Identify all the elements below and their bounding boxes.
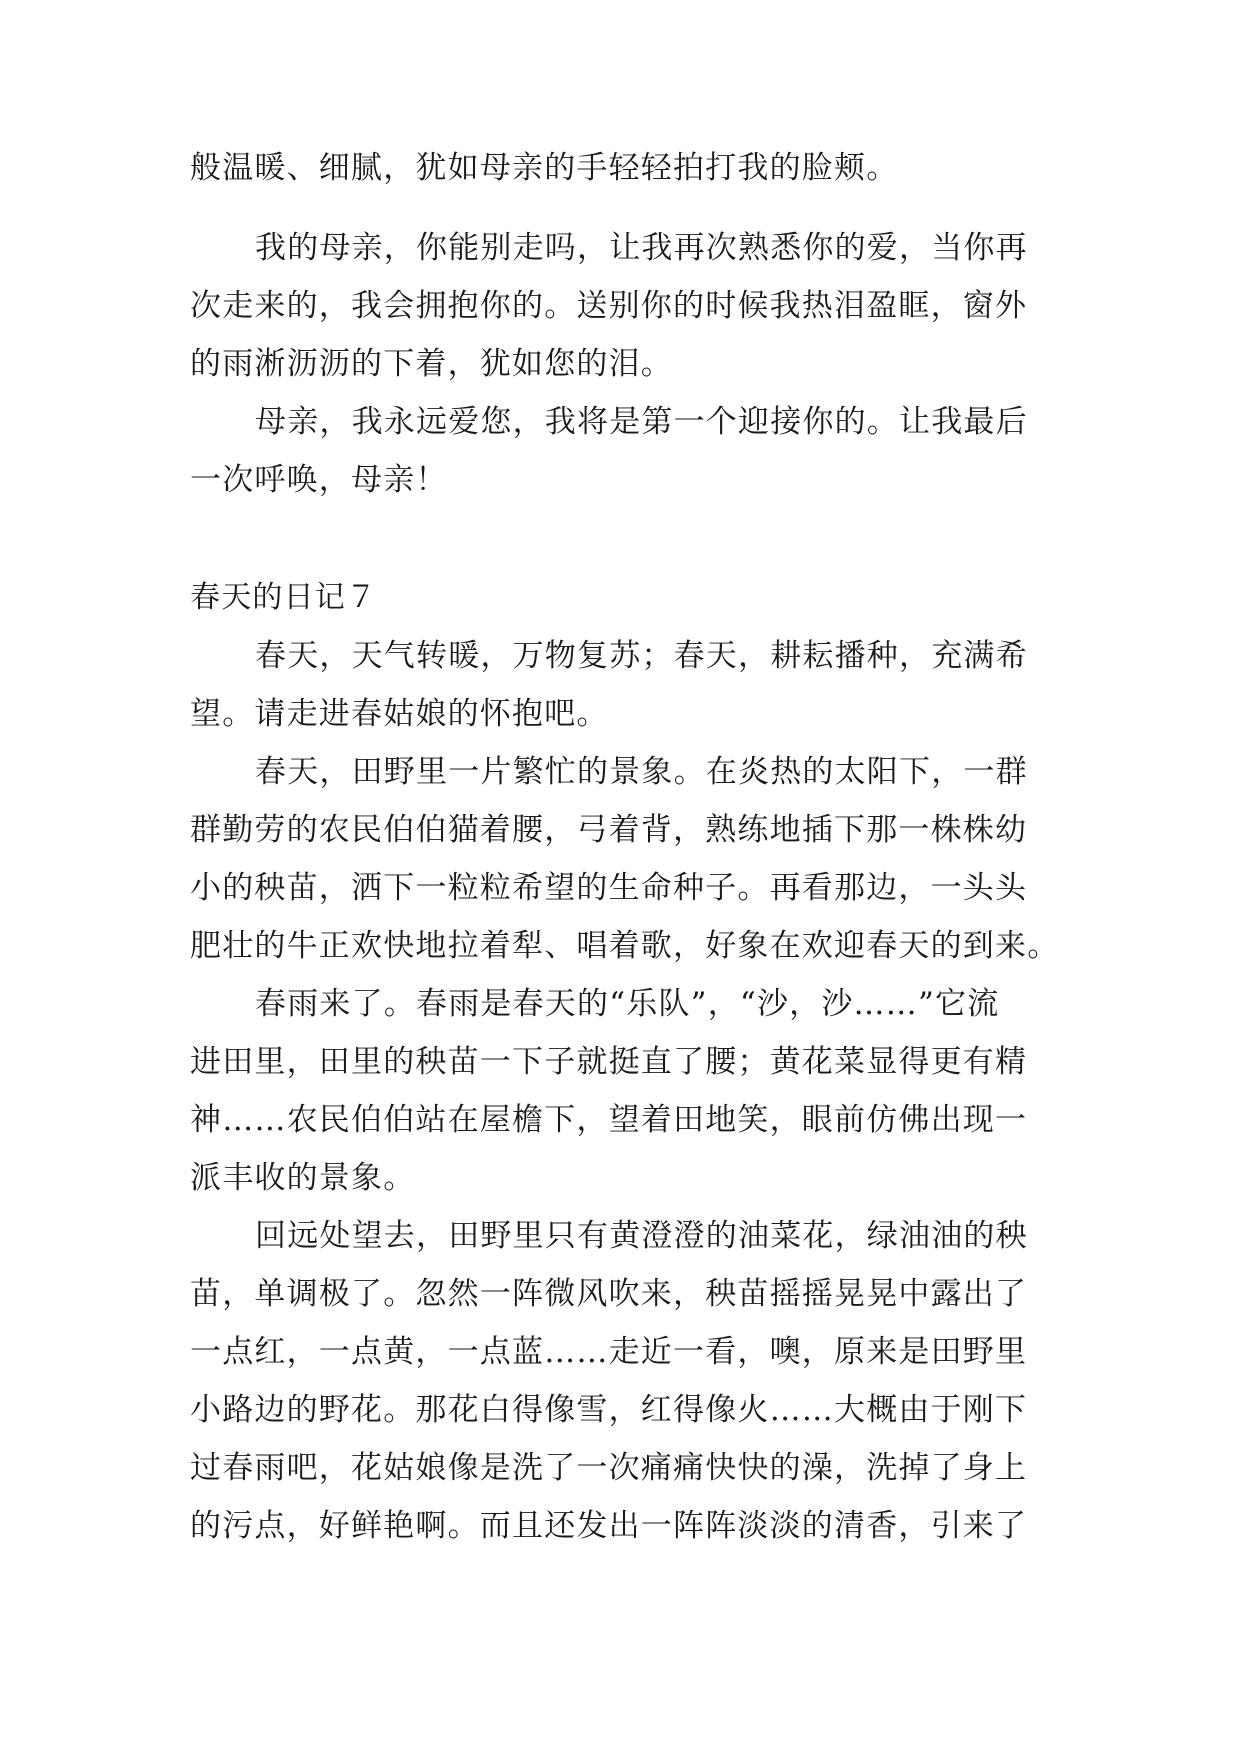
text-line: 过春雨吧，花姑娘像是洗了一次痛痛快快的澡，洗掉了身上 — [190, 1450, 1028, 1486]
text-line: 神……农民伯伯站在屋檐下，望着田地笑，眼前仿佛出现一 — [190, 1102, 1028, 1138]
text-line: 一点红，一点黄，一点蓝……走近一看，噢，原来是田野里 — [190, 1334, 1028, 1370]
text-line: 小的秧苗，洒下一粒粒希望的生命种子。再看那边，一头头 — [190, 870, 1028, 906]
text-line: 肥壮的牛正欢快地拉着犁、唱着歌，好象在欢迎春天的到来。 — [190, 928, 1060, 964]
text-line: 苗，单调极了。忽然一阵微风吹来，秧苗摇摇晃晃中露出了 — [190, 1276, 1028, 1312]
paragraph-first-line: 我的母亲，你能别走吗，让我再次熟悉你的爱，当你再 — [255, 230, 1028, 266]
text-line: 望。请走进春姑娘的怀抱吧。 — [190, 696, 609, 732]
text-line: 般温暖、细腻，犹如母亲的手轻轻拍打我的脸颊。 — [190, 150, 899, 186]
text-line: 小路边的野花。那花白得像雪，红得像火……大概由于刚下 — [190, 1392, 1028, 1428]
paragraph-first-line: 春天，田野里一片繁忙的景象。在炎热的太阳下，一群 — [255, 754, 1028, 790]
text-line: 派丰收的景象。 — [190, 1160, 416, 1196]
section-title: 春天的日记７ — [190, 580, 378, 615]
text-line: 的污点，好鲜艳啊。而且还发出一阵阵淡淡的清香，引来了 — [190, 1508, 1028, 1544]
paragraph-first-line: 春雨来了。春雨是春天的“乐队”，“沙，沙……”它流 — [255, 986, 1000, 1022]
paragraph-first-line: 母亲，我永远爱您，我将是第一个迎接你的。让我最后 — [255, 404, 1028, 440]
text-line: 群勤劳的农民伯伯猫着腰，弓着背，熟练地插下那一株株幼 — [190, 812, 1028, 848]
text-line: 次走来的，我会拥抱你的。送别你的时候我热泪盈眶，窗外 — [190, 288, 1028, 324]
text-line: 进田里，田里的秧苗一下子就挺直了腰；黄花菜显得更有精 — [190, 1044, 1028, 1080]
text-line: 一次呼唤，母亲！ — [190, 462, 448, 498]
paragraph-first-line: 春天，天气转暖，万物复苏；春天，耕耘播种，充满希 — [255, 638, 1028, 674]
text-line: 的雨淅沥沥的下着，犹如您的泪。 — [190, 346, 673, 382]
paragraph-first-line: 回远处望去，田野里只有黄澄澄的油菜花，绿油油的秧 — [255, 1218, 1028, 1254]
